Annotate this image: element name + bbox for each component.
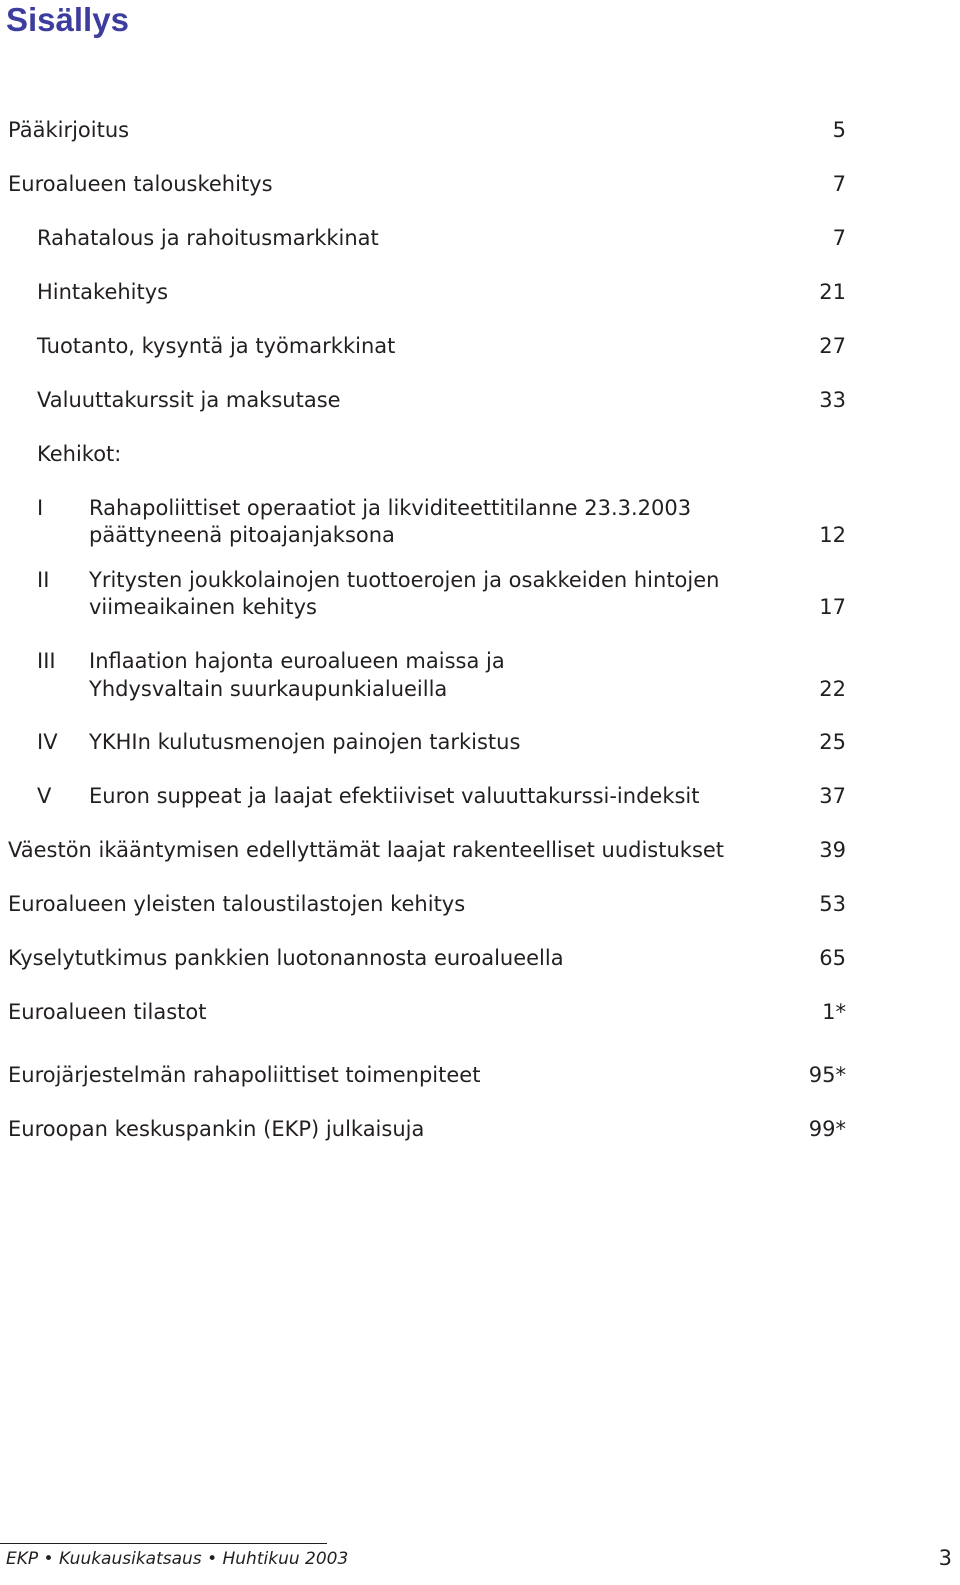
toc-entry-title-line2: viimeaikainen kehitys [89, 595, 317, 619]
toc-entry-title: Kyselytutkimus pankkien luotonannosta euroalueella [8, 946, 564, 970]
toc-box-number: II [37, 568, 50, 592]
toc-entry-title-line1: Yritysten joukkolainojen tuottoerojen ja osakkeiden hintojen [89, 568, 720, 592]
toc-box-number: V [37, 784, 52, 808]
toc-entry-title: Euron suppeat ja laajat efektiiviset valuuttakurssi-indeksit [89, 784, 700, 808]
toc-entry-title-line1: Inflaation hajonta euroalueen maissa ja [89, 649, 505, 673]
toc-entry-page: 7 [832, 226, 846, 250]
toc-entry-title-line1: Rahapoliittiset operaatiot ja likviditeettitilanne 23.3.2003 [89, 496, 692, 520]
toc-entry-title-line2: päättyneenä pitoajanjaksona [89, 523, 395, 547]
toc-entry-page: 25 [819, 730, 846, 754]
toc-entry-page: 27 [819, 334, 846, 358]
toc-entry-page: 1* [822, 1000, 846, 1024]
toc-entry-page: 39 [819, 838, 846, 862]
toc-entry-page: 99* [808, 1117, 846, 1141]
toc-entry-title: Rahatalous ja rahoitusmarkkinat [37, 226, 379, 250]
toc-entry-page: 53 [819, 892, 846, 916]
toc-entry-page: 37 [819, 784, 846, 808]
toc-entry-title: Eurojärjestelmän rahapoliittiset toimenpiteet [8, 1063, 481, 1087]
toc-entry-title: Tuotanto, kysyntä ja työmarkkinat [37, 334, 396, 358]
toc-entry-title: Pääkirjoitus [8, 118, 130, 142]
toc-entry-title: Euroopan keskuspankin (EKP) julkaisuja [8, 1117, 425, 1141]
toc-entry-page: 12 [819, 523, 846, 547]
toc-entry-page: 33 [819, 388, 846, 412]
page-title: Sisällys [6, 1, 129, 38]
toc-entry-page: 21 [819, 280, 846, 304]
toc-entry-title: Valuuttakurssit ja maksutase [37, 388, 341, 412]
toc-entry-title: Euroalueen yleisten taloustilastojen kehitys [8, 892, 466, 916]
toc-box-number: I [37, 496, 44, 520]
toc-entry-title: Kehikot: [37, 442, 122, 466]
toc-box-number: III [37, 649, 56, 673]
toc-entry-page: 7 [832, 172, 846, 196]
footer-divider [0, 1543, 327, 1544]
toc-entry-page: 22 [819, 677, 846, 701]
toc-entry-title-line2: Yhdysvaltain suurkaupunkialueilla [89, 677, 448, 701]
toc-entry-title: Väestön ikääntymisen edellyttämät laajat rakenteelliset uudistukset [8, 838, 725, 862]
footer-publication-info: EKP • Kuukausikatsaus • Huhtikuu 2003 [6, 1549, 349, 1569]
footer-page-number: 3 [938, 1546, 952, 1570]
toc-entry-page: 95* [808, 1063, 846, 1087]
toc-entry-page: 65 [819, 946, 846, 970]
toc-entry-page: 17 [819, 595, 846, 619]
toc-box-number: IV [37, 730, 58, 754]
toc-entry-title: Euroalueen tilastot [8, 1000, 207, 1024]
toc-entry-title: YKHIn kulutusmenojen painojen tarkistus [89, 730, 521, 754]
toc-entry-page: 5 [832, 118, 846, 142]
toc-entry-title: Euroalueen talouskehitys [8, 172, 273, 196]
toc-entry-title: Hintakehitys [37, 280, 169, 304]
